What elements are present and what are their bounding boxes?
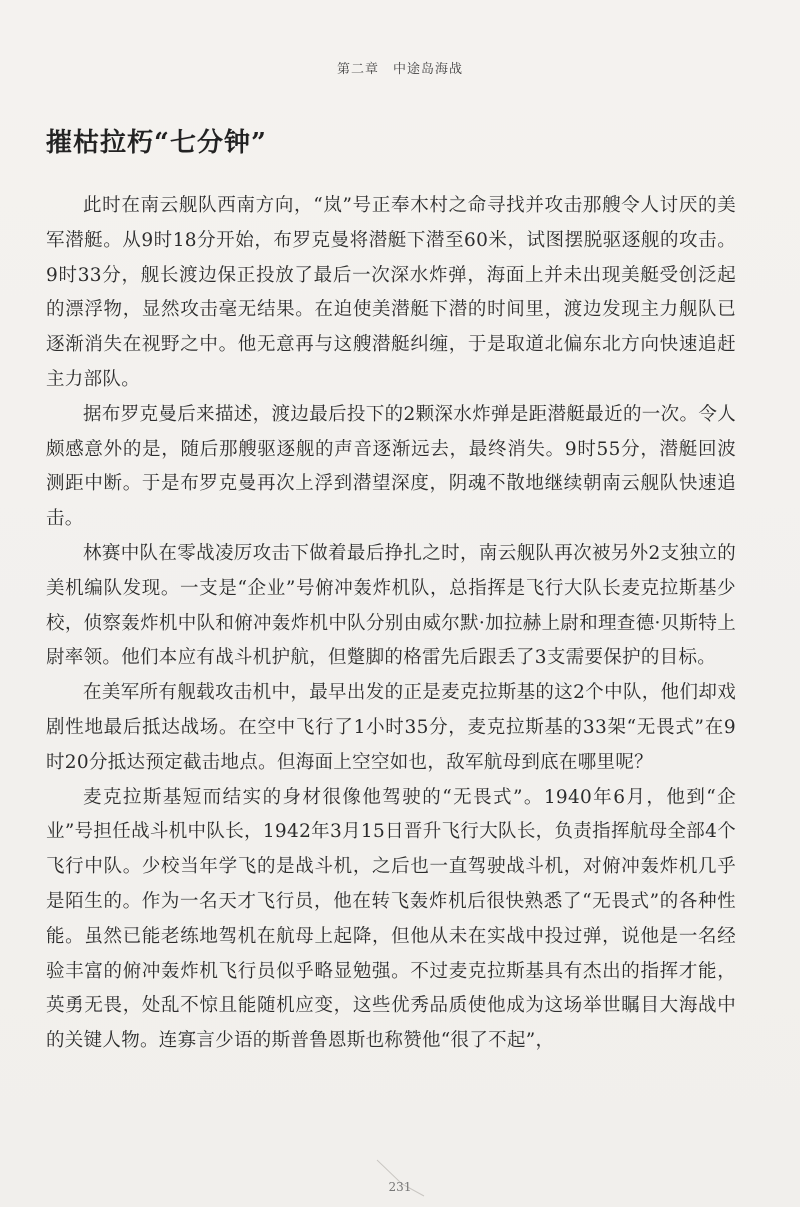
chapter-label: 第二章: [336, 62, 379, 77]
body-text: [46, 189, 736, 1059]
chapter-title: 中途岛海战: [393, 62, 464, 77]
paragraph: 麦克拉斯基短而结实的身材很像他驾驶的“无畏式”。1940年6月，他到“企业”号担任战斗机中队长，1942年3月15日晋升飞行大队长，负责指挥航母全部4个飞行中队。少校当年学飞的是战斗机，之后也一直驾驶战斗机，对俯冲轰炸机几乎是陌生的。作为一名天才飞行员，他在转飞轰炸机后很快熟悉了“无畏式”的各种性能。虽然已能老练地驾机在航母上起降，但他从未在实战中投过弹，说他是一名经验丰富的俯冲轰炸机飞行员似乎略显勉强。不过麦克拉斯基具有杰出的指挥才能，英勇无畏，处乱不惊且能随机应变，这些优秀品质使他成为这场举世瞩目大海战中的关键人物。连寡言少语的斯普鲁恩斯也称赞他“很了不起”，: [46, 786, 736, 1052]
running-header: [0, 58, 800, 77]
paragraph: 在美军所有舰载攻击机中，最早出发的正是麦克拉斯基的这2个中队，他们却戏剧性地最后抵达战场。在空中飞行了1小时35分，麦克拉斯基的33架“无畏式”在9时20分抵达预定截击地点。但海面上空空如也，敌军航母到底在哪里呢？: [46, 682, 736, 773]
page-number: 231: [388, 1180, 412, 1194]
section-title: 摧枯拉朽“七分钟”: [46, 128, 267, 158]
paragraph: 此时在南云舰队西南方向，“岚”号正奉木村之命寻找并攻击那艘令人讨厌的美军潜艇。从9时18分开始，布罗克曼将潜艇下潜至60米，试图摆脱驱逐舰的攻击。9时33分，舰长渡边保正投放了最后一次深水炸弹，海面上并未出现美艇受创泛起的漂浮物，显然攻击毫无结果。在迫使美潜艇下潜的时间里，渡边发现主力舰队已逐渐消失在视野之中。他无意再与这艘潜艇纠缠，于是取道北偏东北方向快速追赶主力部队。: [46, 195, 736, 390]
paragraph: 据布罗克曼后来描述，渡边最后投下的2颗深水炸弹是距潜艇最近的一次。令人颇感意外的是，随后那艘驱逐舰的声音逐渐远去，最终消失。9时55分，潜艇回波测距中断。于是布罗克曼再次上浮到潜望深度，阴魂不散地继续朝南云舰队快速追击。: [46, 403, 736, 530]
paragraph: 林赛中队在零战凌厉攻击下做着最后挣扎之时，南云舰队再次被另外2支独立的美机编队发现。一支是“企业”号俯冲轰炸机队，总指挥是飞行大队长麦克拉斯基少校，侦察轰炸机中队和俯冲轰炸机中队分别由威尔默·加拉赫上尉和理查德·贝斯特上尉率领。他们本应有战斗机护航，但蹩脚的格雷先后跟丢了3支需要保护的目标。: [46, 542, 736, 669]
